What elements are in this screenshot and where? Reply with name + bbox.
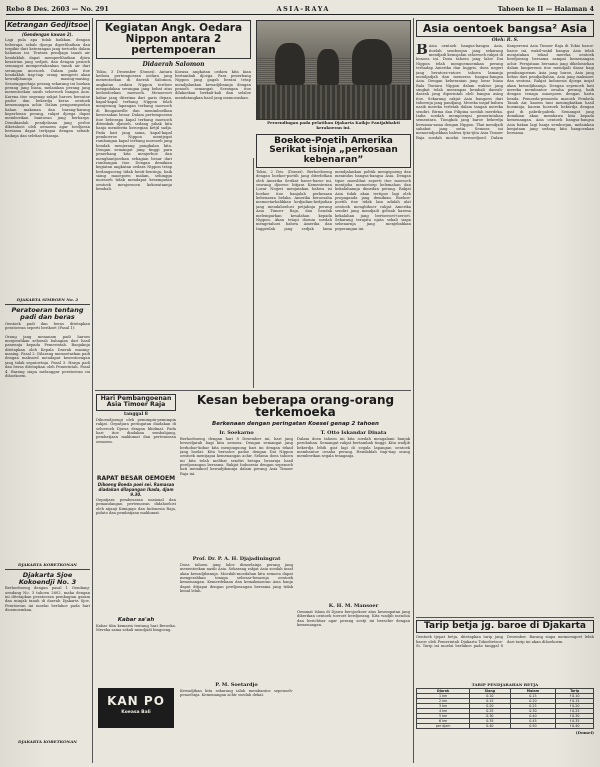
newspaper-page: [0, 0, 600, 767]
